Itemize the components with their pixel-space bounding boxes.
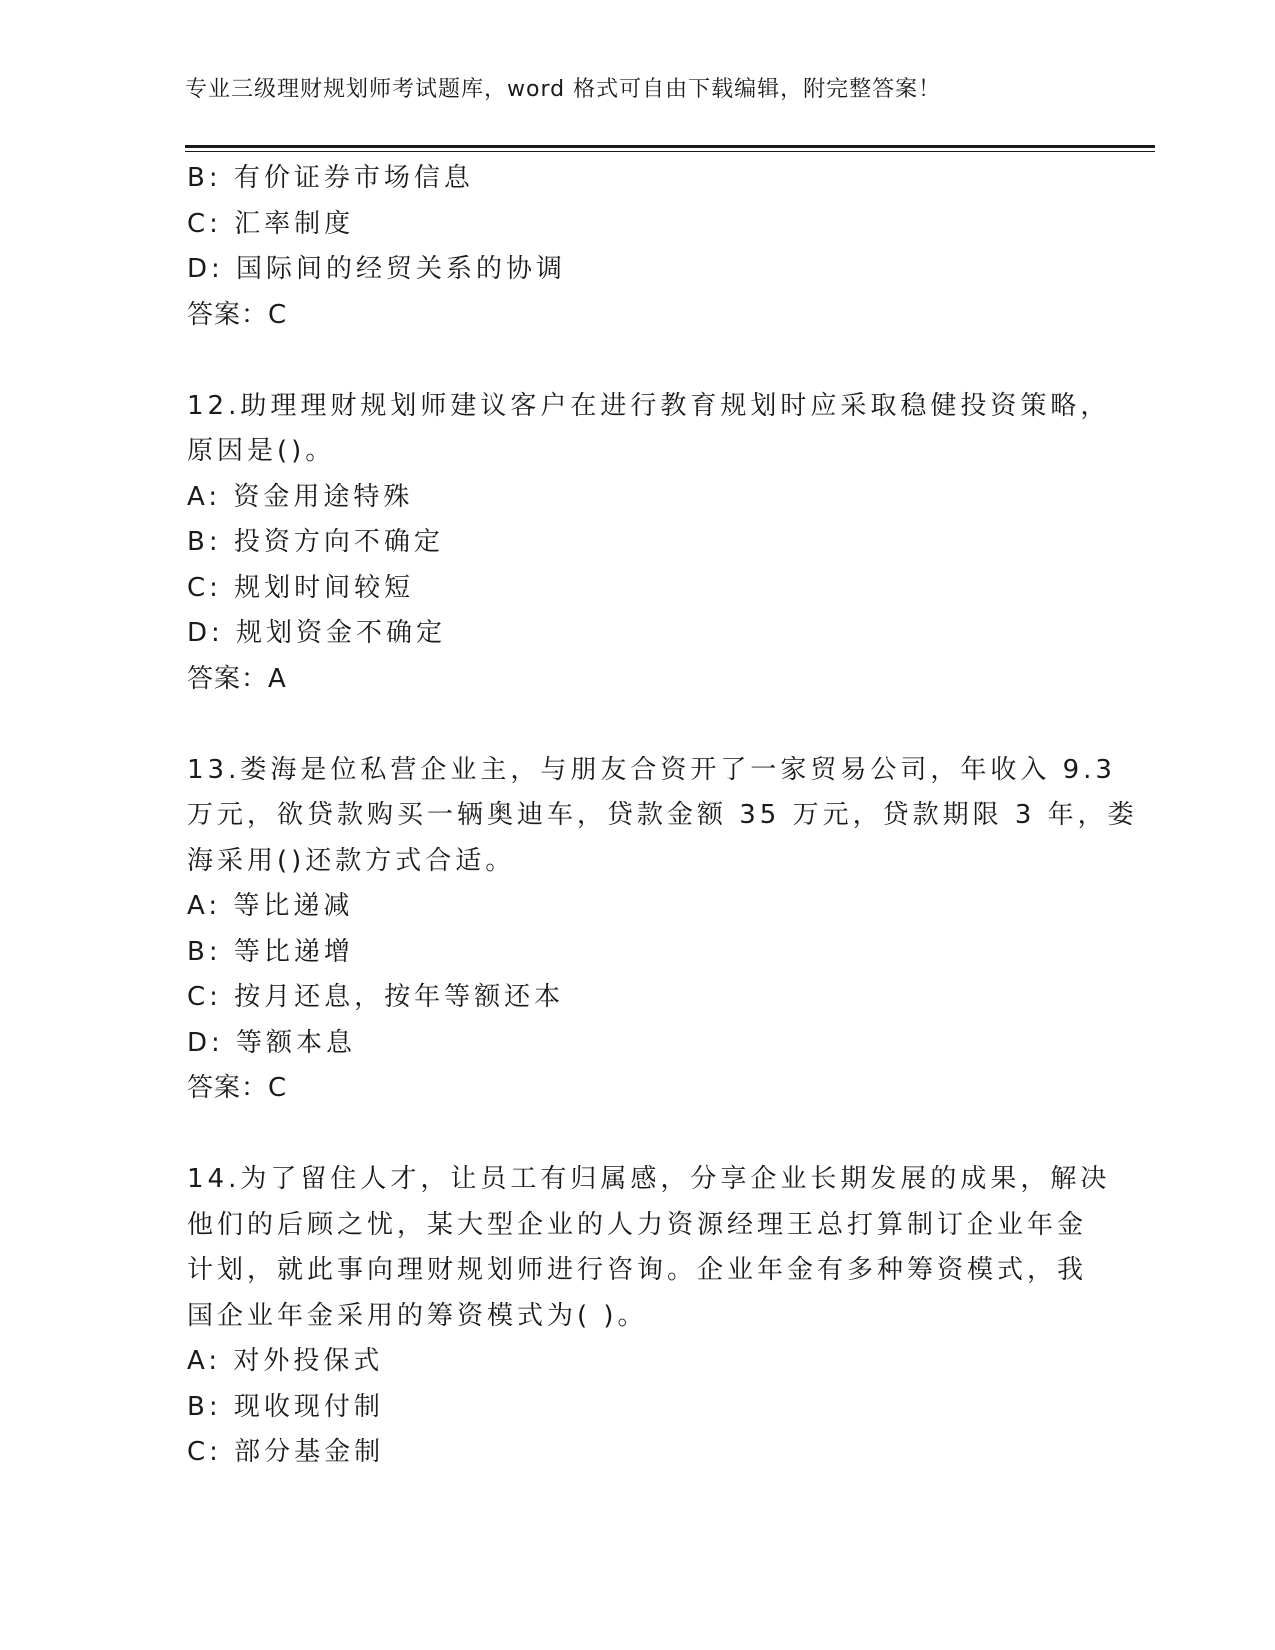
question-11-continued	[187, 156, 1087, 338]
option-d: D: 规划资金不确定	[187, 618, 447, 648]
spacer	[187, 1112, 1087, 1158]
question-text: 13.娄海是位私营企业主，与朋友合资开了一家贸易公司，年收入 9.3	[187, 754, 1116, 785]
option-b: B: 有价证券市场信息	[187, 163, 474, 193]
document-body	[187, 156, 1138, 1476]
option-c: C: 规划时间较短	[187, 572, 415, 603]
question-text: 他们的后顾之忧，某大型企业的人力资源经理王总打算制订企业年金	[187, 1209, 1088, 1240]
option-b: B: 投资方向不确定	[187, 527, 444, 557]
question-text: 14.为了留住人才，让员工有归属感，分享企业长期发展的成果，解决	[187, 1164, 1111, 1194]
answer: 答案：C	[187, 299, 288, 330]
page-header: 专业三级理财规划师考试题库，word 格式可自由下载编辑，附完整答案！	[185, 77, 942, 102]
option-b: B: 等比递增	[187, 936, 354, 967]
question-12	[187, 384, 1111, 703]
option-d: D: 等额本息	[187, 1027, 357, 1058]
spacer	[187, 338, 1087, 384]
option-c: C: 部分基金制	[187, 1437, 385, 1467]
question-text: 计划，就此事向理财规划师进行咨询。企业年金有多种筹资模式，我	[187, 1255, 1088, 1285]
question-13	[187, 748, 1138, 1112]
question-14	[187, 1157, 1111, 1476]
header-rule-thin	[185, 151, 1155, 152]
option-a: A: 对外投保式	[187, 1346, 384, 1376]
answer: 答案：A	[187, 663, 287, 694]
option-c: C: 汇率制度	[187, 208, 355, 239]
option-c: C: 按月还息，按年等额还本	[187, 982, 565, 1012]
question-text: 万元，欲贷款购买一辆奥迪车，贷款金额 35 万元，贷款期限 3 年，娄	[187, 800, 1138, 830]
option-b: B: 现收现付制	[187, 1391, 384, 1422]
header-rule	[185, 145, 1155, 148]
question-text: 12.助理理财规划师建议客户在进行教育规划时应采取稳健投资策略，	[187, 390, 1111, 421]
question-text: 海采用()还款方式合适。	[187, 845, 516, 876]
question-text: 原因是()。	[187, 436, 336, 466]
option-d: D: 国际间的经贸关系的协调	[187, 254, 567, 284]
option-a: A: 资金用途特殊	[187, 481, 414, 512]
spacer	[187, 702, 1087, 748]
option-a: A: 等比递减	[187, 891, 354, 921]
question-text: 国企业年金采用的筹资模式为( )。	[187, 1300, 648, 1331]
answer: 答案：C	[187, 1073, 288, 1103]
